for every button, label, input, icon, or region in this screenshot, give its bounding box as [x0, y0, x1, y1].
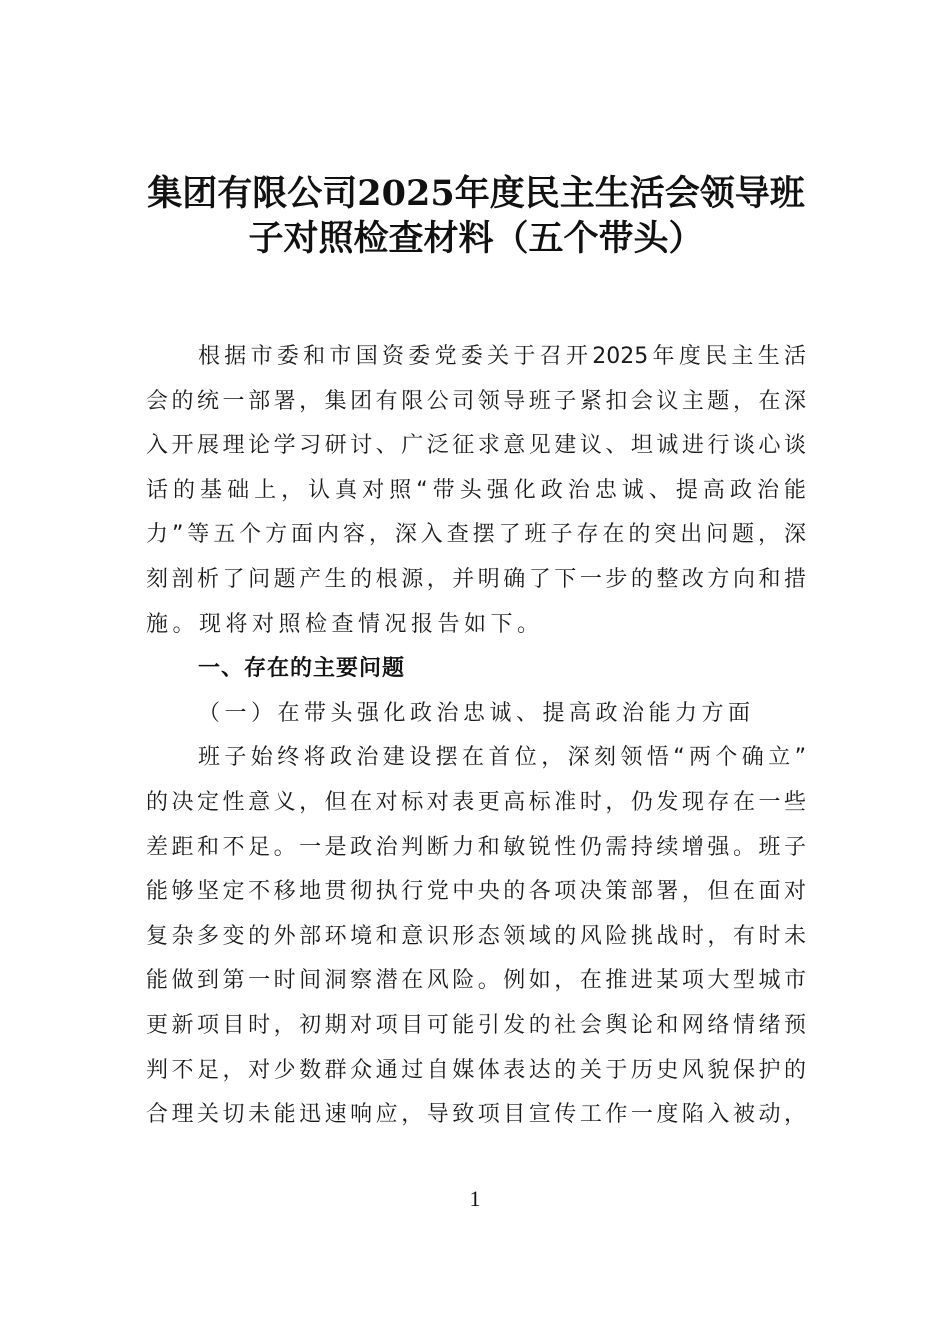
body-paragraph-line: 能够坚定不移地贯彻执行党中央的各项决策部署，但在面对 — [146, 879, 806, 905]
intro-paragraph-line: 力”等五个方面内容，深入查摆了班子存在的突出问题，深 — [146, 522, 806, 548]
intro-paragraph-line: 根据市委和市国资委党委关于召开2025年度民主生活 — [198, 344, 806, 369]
intro-paragraph-line: 话的基础上，认真对照“带头强化政治忠诚、提高政治能 — [146, 477, 806, 503]
body-paragraph-line: 判不足，对少数群众通过自媒体表达的关于历史风貌保护的 — [146, 1057, 806, 1083]
page-number: 1 — [469, 1186, 481, 1211]
subsection-heading: （一）在带头强化政治忠诚、提高政治能力方面 — [198, 700, 755, 726]
section-heading: 一、存在的主要问题 — [198, 656, 406, 682]
body-paragraph-line: 差距和不足。一是政治判断力和敏锐性仍需持续增强。班子 — [146, 834, 806, 860]
document-title-line-2: 子对照检查材料（五个带头） — [248, 218, 704, 259]
body-paragraph-line: 的决定性意义，但在对标对表更高标准时，仍发现存在一些 — [146, 790, 806, 815]
intro-paragraph-line: 入开展理论学习研讨、广泛征求意见建议、坦诚进行谈心谈 — [146, 433, 806, 459]
intro-paragraph-line: 施。现将对照检查情况报告如下。 — [146, 611, 544, 637]
body-paragraph-line: 合理关切未能迅速响应，导致项目宣传工作一度陷入被动， — [146, 1102, 806, 1128]
intro-paragraph-line: 刻剖析了问题产生的根源，并明确了下一步的整改方向和措 — [146, 567, 806, 592]
intro-paragraph-line: 会的统一部署，集团有限公司领导班子紧扣会议主题，在深 — [146, 388, 806, 414]
body-paragraph-line: 班子始终将政治建设摆在首位，深刻领悟“两个确立” — [198, 745, 806, 771]
body-paragraph-line: 更新项目时，初期对项目可能引发的社会舆论和网络情绪预 — [146, 1013, 806, 1038]
body-paragraph-line: 复杂多变的外部环境和意识形态领域的风险挑战时，有时未 — [146, 923, 806, 949]
document-title-line-1: 集团有限公司2025年度民主生活会领导班 — [147, 173, 805, 214]
body-paragraph-line: 能做到第一时间洞察潜在风险。例如，在推进某项大型城市 — [146, 968, 806, 994]
